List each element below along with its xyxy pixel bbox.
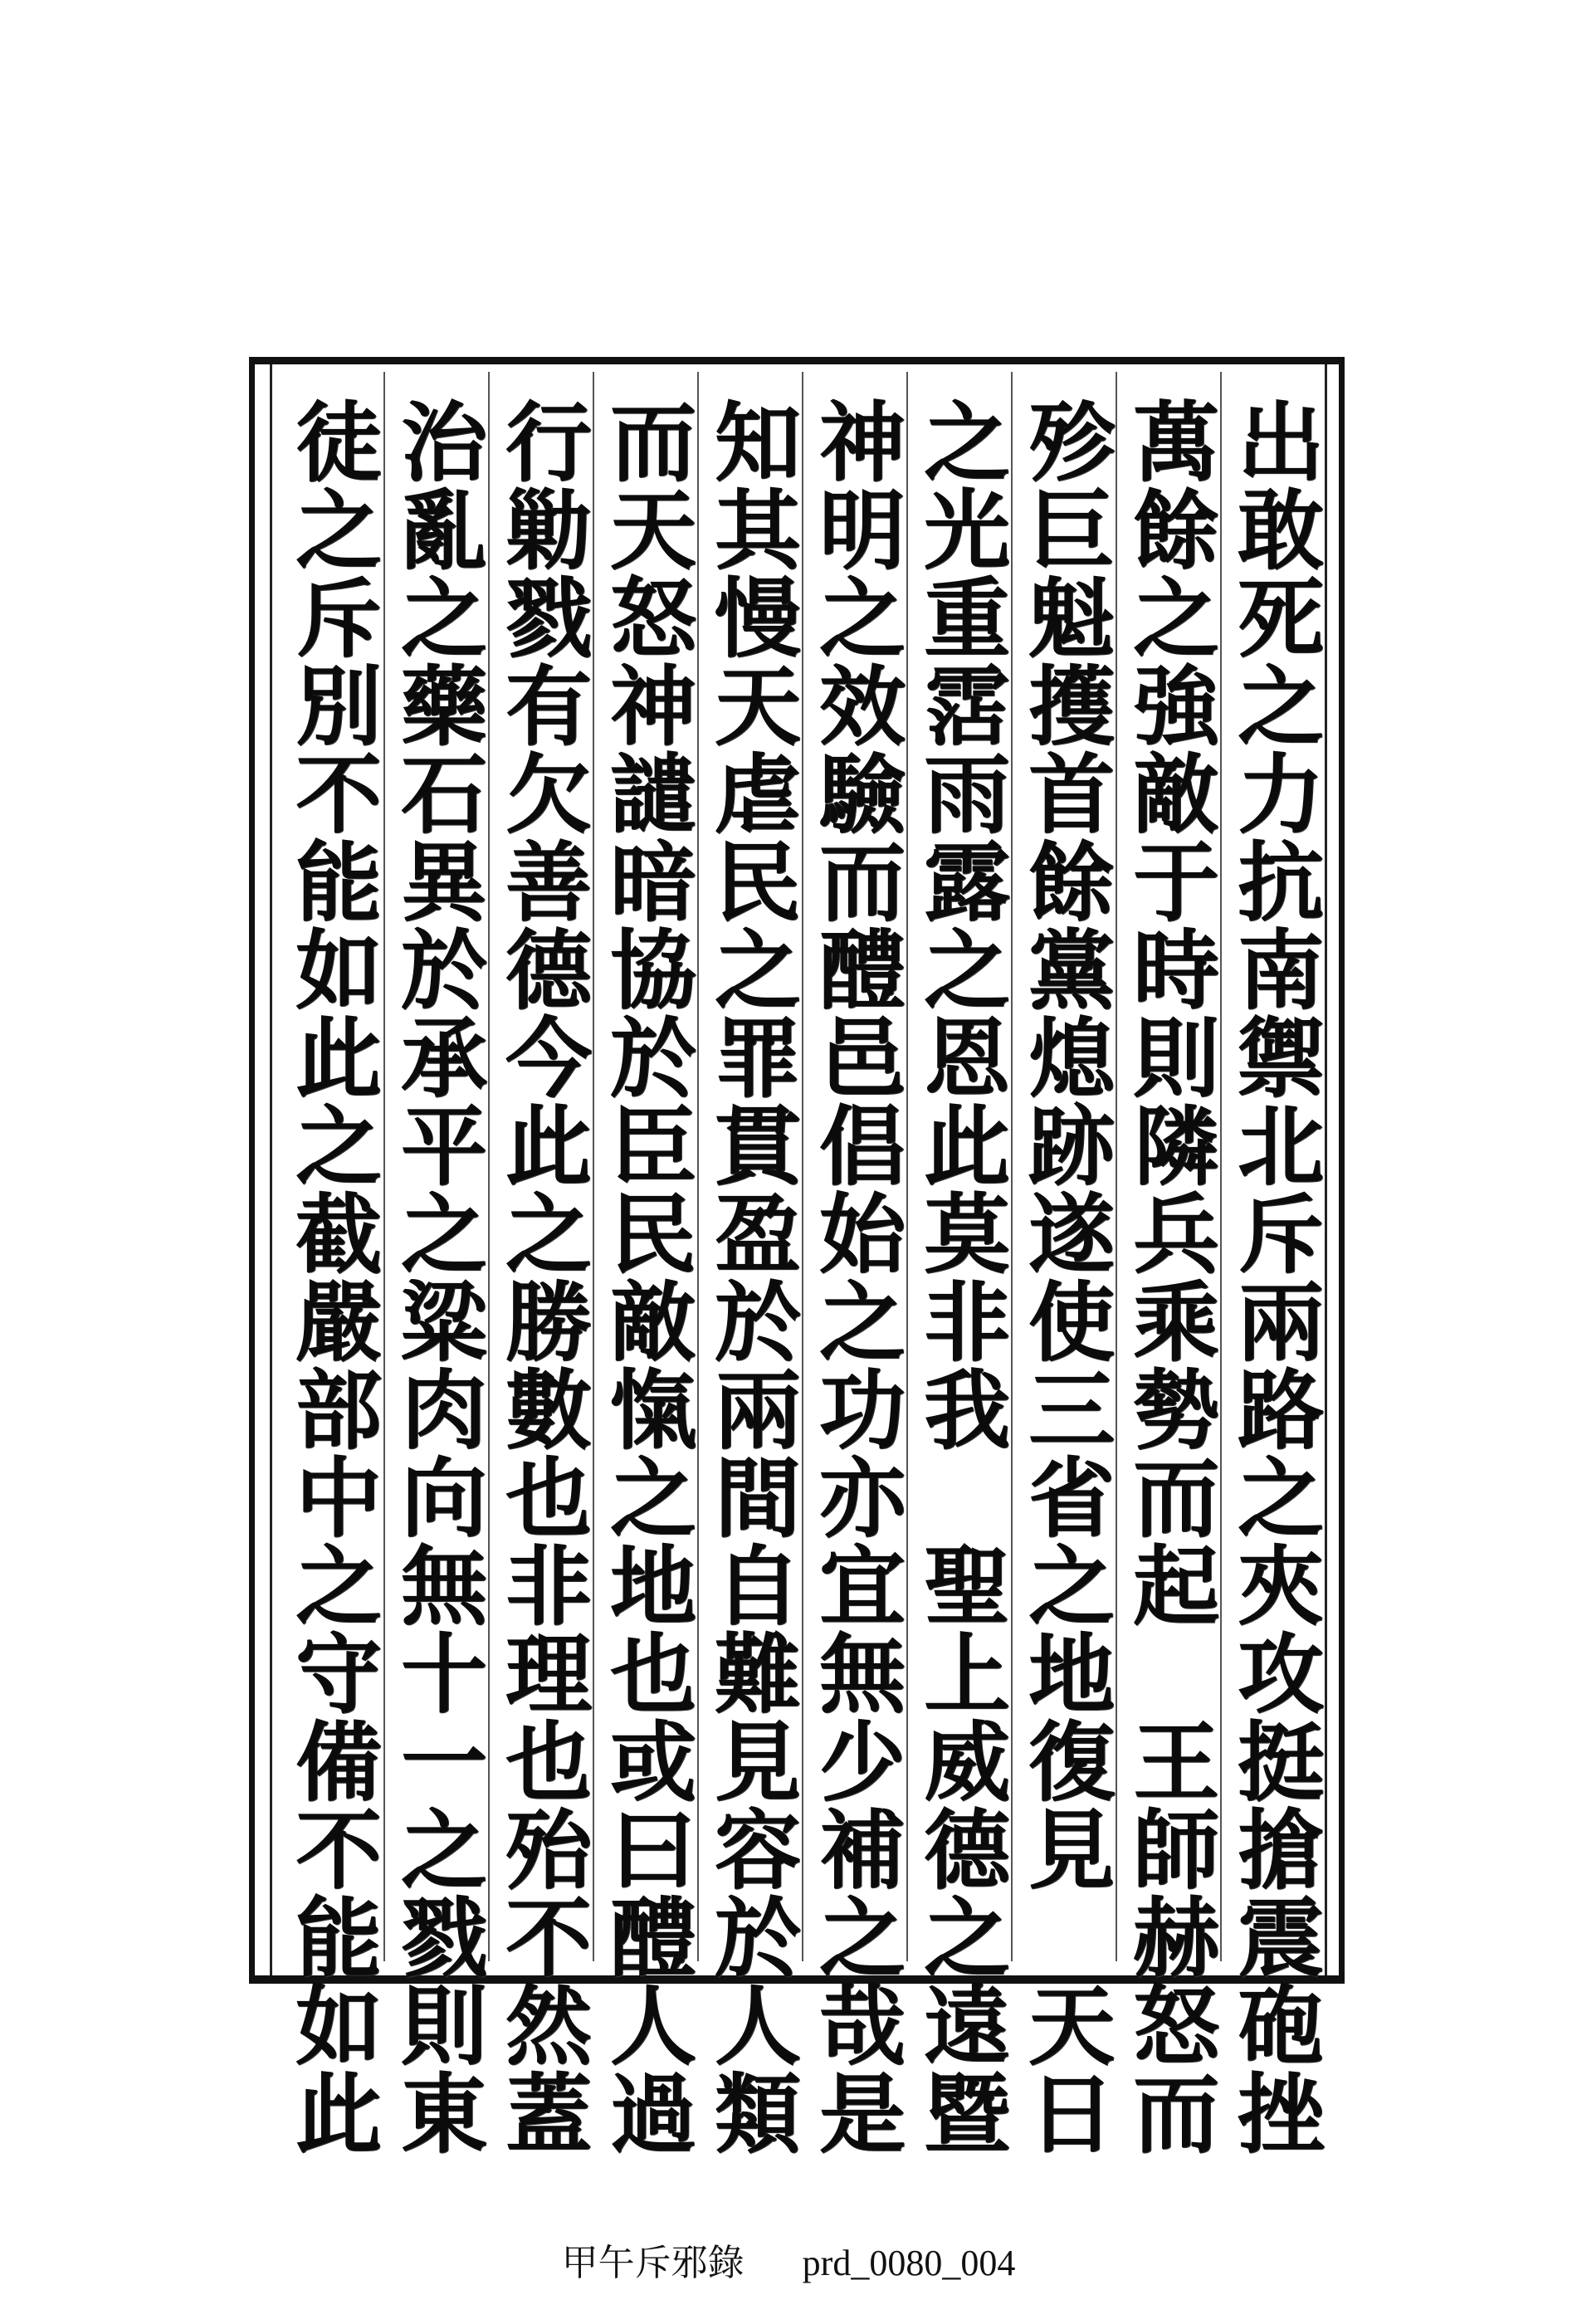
text-column-9 (383, 372, 488, 2156)
column-text: 知其慢天虐民之罪貫盈於兩間自難見容於人類 (699, 397, 802, 2156)
frame-inner-rule-left (270, 364, 272, 1975)
column-text: 神明之效驗而醴邑倡始之功亦宜無少補之哉是 (803, 397, 906, 2156)
text-columns (279, 372, 1325, 2156)
column-text: 而天怒神譴暗協於臣民敵愾之地也或曰醴人過 (594, 397, 697, 2156)
footer-title: 甲午斥邪錄 (561, 2243, 745, 2283)
text-column-6 (697, 372, 802, 2156)
column-text: 之光重霑雨露之恩此莫非我 聖上威德之遠暨 (908, 397, 1011, 2156)
page-footer (0, 2233, 1577, 2286)
footer-code: prd_0080_004 (802, 2243, 1016, 2283)
text-column-8 (488, 372, 593, 2156)
text-column-4 (906, 372, 1011, 2156)
text-column-1 (1220, 372, 1325, 2156)
text-column-2 (1116, 372, 1220, 2156)
frame-inner-rule-right (1325, 364, 1327, 1975)
text-column-10 (279, 372, 383, 2156)
column-text: 萬餘之強敵于時則隣兵乘勢而起 王師赫怒而 (1117, 397, 1220, 2156)
column-text: 殄巨魁擭首餘黨熄跡遂使三省之地復見 天日 (1013, 397, 1116, 2156)
column-text: 行勦戮有欠善德今此之勝數也非理也殆不然蓋 (490, 397, 593, 2156)
text-column-7 (593, 372, 697, 2156)
column-text: 徒之斥別不能如此之截嚴部中之守備不能如此 (280, 397, 383, 2156)
column-text: 治亂之藥石異於承平之粱肉向無十一之戮則東 (385, 397, 488, 2156)
text-column-5 (802, 372, 906, 2156)
column-text: 出敢死之力抗南禦北斥兩路之夾攻挺搶震砲挫 (1222, 397, 1325, 2156)
text-column-3 (1011, 372, 1116, 2156)
